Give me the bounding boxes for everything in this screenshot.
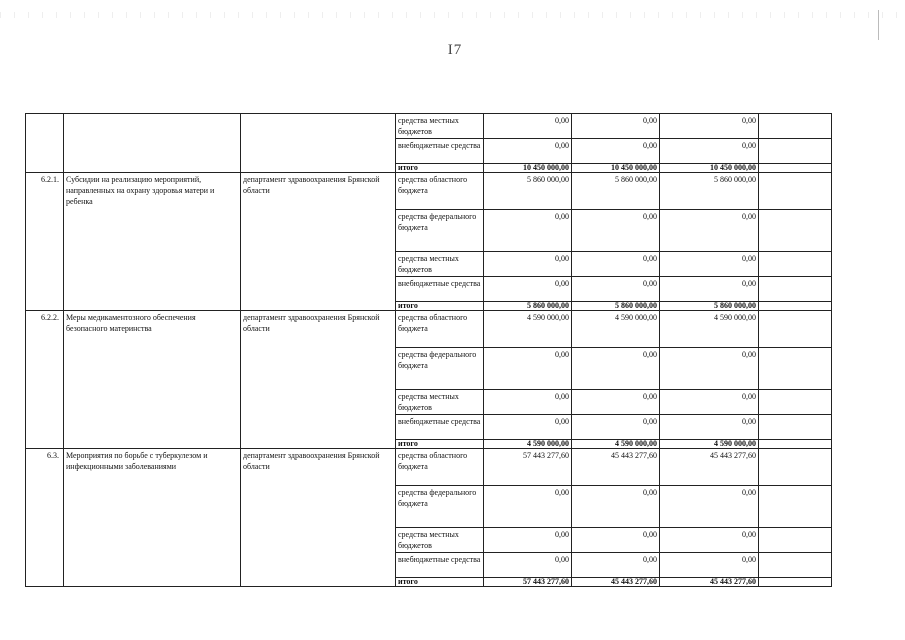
amount-v3: 0,00 <box>660 210 759 252</box>
amount-v3: 0,00 <box>660 277 759 302</box>
funding-source: средства федерального бюджета <box>396 210 484 252</box>
amount-v1: 0,00 <box>484 390 572 415</box>
funding-source: средства федерального бюджета <box>396 348 484 390</box>
total-v1: 4 590 000,00 <box>484 440 572 449</box>
amount-v1: 0,00 <box>484 486 572 528</box>
amount-v3: 0,00 <box>660 528 759 553</box>
budget-table <box>25 113 832 587</box>
amount-v1: 0,00 <box>484 139 572 164</box>
funding-source: внебюджетные средства <box>396 553 484 578</box>
row-code: 6.2.2. <box>26 311 64 449</box>
empty-cell <box>759 348 832 390</box>
amount-v3: 0,00 <box>660 486 759 528</box>
scan-noise <box>0 12 905 18</box>
empty-cell <box>759 252 832 277</box>
total-label: итого <box>396 440 484 449</box>
amount-v1: 0,00 <box>484 114 572 139</box>
row-dept: департамент здравоохранения Брянской области <box>241 449 396 587</box>
amount-v2: 5 860 000,00 <box>572 173 660 210</box>
row-name: Меры медикаментозного обеспечения безопасного материнства <box>64 311 241 449</box>
empty-cell <box>759 173 832 210</box>
amount-v2: 0,00 <box>572 139 660 164</box>
amount-v1: 4 590 000,00 <box>484 311 572 348</box>
table-row <box>26 114 832 139</box>
row-code: 6.2.1. <box>26 173 64 311</box>
amount-v2: 0,00 <box>572 528 660 553</box>
empty-cell <box>759 302 832 311</box>
total-v3: 45 443 277,60 <box>660 578 759 587</box>
amount-v3: 0,00 <box>660 348 759 390</box>
funding-source: внебюджетные средства <box>396 415 484 440</box>
empty-cell <box>759 114 832 139</box>
amount-v3: 45 443 277,60 <box>660 449 759 486</box>
amount-v2: 0,00 <box>572 210 660 252</box>
amount-v2: 45 443 277,60 <box>572 449 660 486</box>
amount-v1: 0,00 <box>484 277 572 302</box>
scan-edge-mark <box>878 10 879 40</box>
empty-cell <box>759 311 832 348</box>
amount-v2: 0,00 <box>572 486 660 528</box>
empty-cell <box>759 164 832 173</box>
funding-source: внебюджетные средства <box>396 139 484 164</box>
total-v3: 4 590 000,00 <box>660 440 759 449</box>
total-v2: 4 590 000,00 <box>572 440 660 449</box>
total-v2: 10 450 000,00 <box>572 164 660 173</box>
funding-source: средства местных бюджетов <box>396 114 484 139</box>
row-name: Субсидии на реализацию мероприятий, направленных на охрану здоровья матери и ребенка <box>64 173 241 311</box>
total-label: итого <box>396 164 484 173</box>
row-dept: департамент здравоохранения Брянской области <box>241 173 396 311</box>
amount-v3: 0,00 <box>660 139 759 164</box>
total-label: итого <box>396 578 484 587</box>
amount-v3: 0,00 <box>660 553 759 578</box>
empty-cell <box>759 415 832 440</box>
amount-v1: 0,00 <box>484 348 572 390</box>
funding-source: средства федерального бюджета <box>396 486 484 528</box>
table-row <box>26 449 832 486</box>
row-code: 6.3. <box>26 449 64 587</box>
amount-v1: 0,00 <box>484 252 572 277</box>
funding-source: средства областного бюджета <box>396 449 484 486</box>
total-v2: 5 860 000,00 <box>572 302 660 311</box>
amount-v2: 0,00 <box>572 114 660 139</box>
empty-cell <box>759 528 832 553</box>
funding-source: средства областного бюджета <box>396 311 484 348</box>
empty-cell <box>759 553 832 578</box>
funding-source: средства местных бюджетов <box>396 252 484 277</box>
amount-v1: 0,00 <box>484 210 572 252</box>
table-row <box>26 311 832 348</box>
funding-source: средства областного бюджета <box>396 173 484 210</box>
total-label: итого <box>396 302 484 311</box>
empty-cell <box>759 139 832 164</box>
table-row <box>26 173 832 210</box>
empty-cell <box>759 486 832 528</box>
amount-v3: 0,00 <box>660 252 759 277</box>
amount-v2: 0,00 <box>572 553 660 578</box>
amount-v2: 0,00 <box>572 277 660 302</box>
empty-cell <box>759 210 832 252</box>
amount-v2: 0,00 <box>572 415 660 440</box>
amount-v1: 0,00 <box>484 415 572 440</box>
amount-v3: 0,00 <box>660 390 759 415</box>
amount-v1: 57 443 277,60 <box>484 449 572 486</box>
amount-v3: 5 860 000,00 <box>660 173 759 210</box>
amount-v3: 0,00 <box>660 415 759 440</box>
amount-v3: 0,00 <box>660 114 759 139</box>
total-v1: 5 860 000,00 <box>484 302 572 311</box>
total-v3: 5 860 000,00 <box>660 302 759 311</box>
empty-cell <box>759 449 832 486</box>
amount-v2: 0,00 <box>572 252 660 277</box>
amount-v2: 4 590 000,00 <box>572 311 660 348</box>
amount-v1: 5 860 000,00 <box>484 173 572 210</box>
total-v2: 45 443 277,60 <box>572 578 660 587</box>
table-body <box>26 114 832 587</box>
funding-source: средства местных бюджетов <box>396 390 484 415</box>
row-name <box>64 114 241 173</box>
amount-v2: 0,00 <box>572 390 660 415</box>
row-name: Мероприятия по борьбе с туберкулезом и инфекционными заболеваниями <box>64 449 241 587</box>
amount-v1: 0,00 <box>484 528 572 553</box>
total-v1: 10 450 000,00 <box>484 164 572 173</box>
empty-cell <box>759 277 832 302</box>
row-code <box>26 114 64 173</box>
total-v3: 10 450 000,00 <box>660 164 759 173</box>
page-number: I7 <box>447 42 463 58</box>
empty-cell <box>759 440 832 449</box>
funding-source: средства местных бюджетов <box>396 528 484 553</box>
amount-v1: 0,00 <box>484 553 572 578</box>
funding-source: внебюджетные средства <box>396 277 484 302</box>
row-dept: департамент здравоохранения Брянской области <box>241 311 396 449</box>
empty-cell <box>759 390 832 415</box>
amount-v2: 0,00 <box>572 348 660 390</box>
total-v1: 57 443 277,60 <box>484 578 572 587</box>
row-dept <box>241 114 396 173</box>
empty-cell <box>759 578 832 587</box>
amount-v3: 4 590 000,00 <box>660 311 759 348</box>
